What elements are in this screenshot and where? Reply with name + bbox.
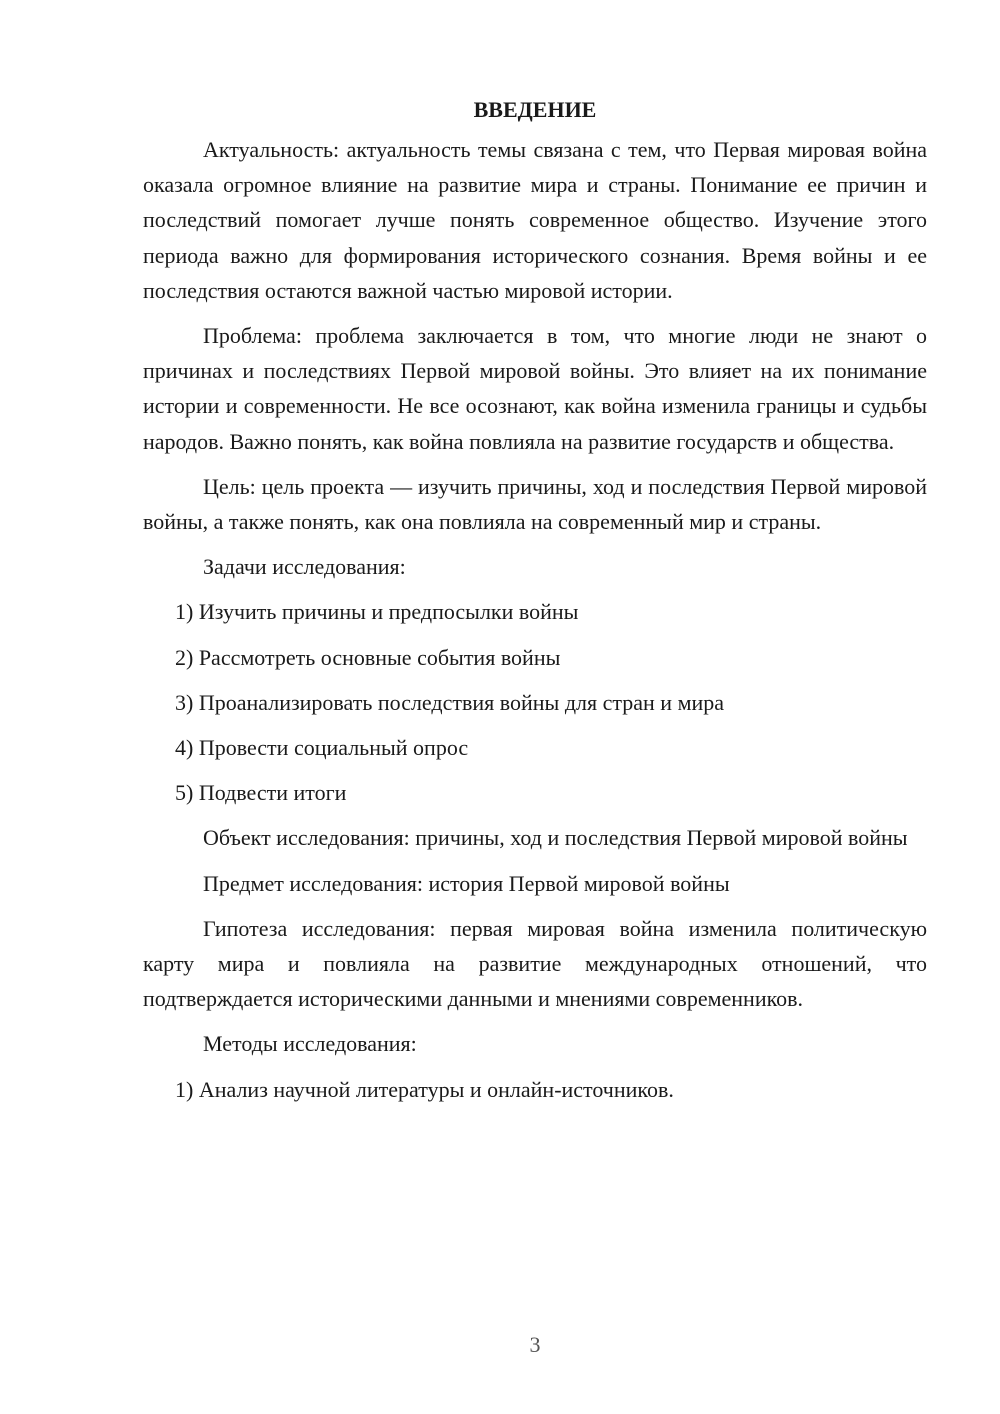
page-number: 3: [529, 1332, 541, 1357]
list-item: 5) Подвести итоги: [175, 780, 347, 806]
list-item: 1) Изучить причины и предпосылки войны: [175, 599, 579, 625]
page-content: [143, 92, 927, 1117]
problem-paragraph: Проблема: проблема заключается в том, что многие люди не знают о причинах и последствиях Первой мировой войны. Это влияет на их понимание истории и современности. Не все осознают, как война изменила границы и судьбы народов. Важно понять, как война повлияла на развитие государств и общества.: [143, 323, 927, 454]
methods-list: [143, 1072, 927, 1107]
subject-paragraph: Предмет исследования: история Первой мировой войны: [203, 870, 730, 896]
list-item: 2) Рассмотреть основные события войны: [175, 644, 561, 670]
list-item: 4) Провести социальный опрос: [175, 735, 469, 761]
section-title: ВВЕДЕНИЕ: [473, 97, 597, 122]
list-item: 3) Проанализировать последствия войны для стран и мира: [175, 689, 725, 715]
relevance-paragraph: Актуальность: актуальность темы связана с тем, что Первая мировая война оказала огромное влияние на развитие мира и страны. Понимание ее причин и последствий помогает лучше понять современное общество. Изучение этого периода важно для формирования исторического сознания. Время войны и ее последствия остаются важной частью мировой истории.: [143, 137, 927, 303]
tasks-list: [143, 594, 927, 810]
hypothesis-paragraph: Гипотеза исследования: первая мировая война изменила политическую карту мира и повлияла на развитие международных отношений, что подтверждается историческими данными и мнениями современников.: [143, 915, 927, 1012]
object-paragraph: Объект исследования: причины, ход и последствия Первой мировой войны: [203, 825, 908, 851]
goal-paragraph: Цель: цель проекта — изучить причины, ход и последствия Первой мировой войны, а также понять, как она повлияла на современный мир и страны.: [143, 473, 927, 535]
tasks-heading: Задачи исследования:: [203, 554, 406, 580]
methods-heading: Методы исследования:: [203, 1031, 417, 1057]
list-item: 1) Анализ научной литературы и онлайн-источников.: [175, 1076, 674, 1102]
